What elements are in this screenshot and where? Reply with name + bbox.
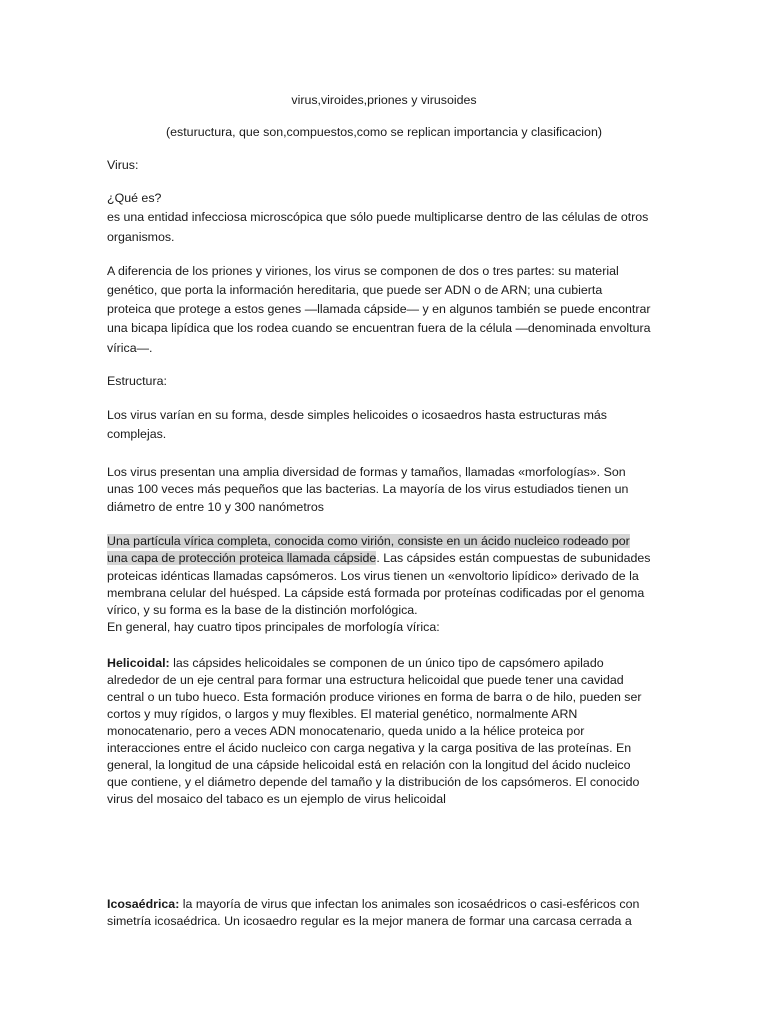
helicoidal-line: interacciones entre el ácido nucleico con carga negativa y la carga positiva de las proteínas. En bbox=[107, 741, 632, 755]
estructura-heading: Estructura: bbox=[107, 374, 167, 388]
helicoidal-line: que contiene, y el diámetro depende del tamaño y la distribución de los capsómeros. El conocido bbox=[107, 775, 640, 789]
definition-line: organismos. bbox=[107, 230, 175, 244]
helicoidal-label: Helicoidal: bbox=[107, 656, 170, 670]
helicoidal-line bbox=[107, 655, 604, 672]
helicoidal-line: virus del mosaico del tabaco es un ejemplo de virus helicoidal bbox=[107, 792, 446, 806]
morfologia-line: unas 100 veces más pequeños que las bacterias. La mayoría de los virus estudiados tienen un bbox=[107, 482, 629, 496]
virion-line: vírico, y su forma es la base de la distinción morfológica. bbox=[107, 603, 418, 617]
document-title: virus,viroides,priones y virusoides bbox=[291, 93, 477, 107]
virion-line-rest: . Las cápsides están compuestas de subunidades bbox=[376, 551, 651, 565]
partes-line: una bicapa lipídica que los rodea cuando se encuentran fuera de la célula —denominada envoltura bbox=[107, 321, 651, 335]
icosaedrica-line: simetría icosaédrica. Un icosaedro regular es la mejor manera de formar una carcasa cerrada a bbox=[107, 914, 632, 928]
morfologia-line: diámetro de entre 10 y 300 nanómetros bbox=[107, 500, 324, 514]
icosaedrica-line bbox=[107, 896, 639, 913]
highlighted-text: Una partícula vírica completa, conocida como virión, consiste en un ácido nucleico rodeado por bbox=[107, 534, 630, 548]
partes-line: A diferencia de los priones y viriones, los virus se componen de dos o tres partes: su material bbox=[107, 264, 619, 278]
helicoidal-line: cortos y muy rígidos, o largos y muy flexibles. El material genético, normalmente ARN bbox=[107, 707, 578, 721]
definition-line: es una entidad infecciosa microscópica que sólo puede multiplicarse dentro de las células de otros bbox=[107, 210, 649, 224]
icosaedrica-label: Icosaédrica: bbox=[107, 897, 180, 911]
icosaedrica-first-line: la mayoría de virus que infectan los animales son icosaédricos o casi-esféricos con bbox=[179, 897, 640, 911]
tipos-line: En general, hay cuatro tipos principales de morfología vírica: bbox=[107, 620, 440, 634]
helicoidal-line: monocatenario, pero a veces ADN monocatenario, queda unido a la hélice proteica por bbox=[107, 724, 585, 738]
virus-heading: Virus: bbox=[107, 158, 139, 172]
helicoidal-line: general, la longitud de una cápside helicoidal está en relación con la longitud del ácido nucleico bbox=[107, 758, 631, 772]
helicoidal-first-line: las cápsides helicoidales se componen de un único tipo de capsómero apilado bbox=[169, 656, 604, 670]
virion-line: membrana celular del huésped. La cápside está formada por proteínas codificadas por el genoma bbox=[107, 586, 645, 600]
que-es-heading: ¿Qué es? bbox=[107, 191, 162, 205]
forma-line: complejas. bbox=[107, 427, 167, 441]
partes-line: genético, que porta la información hereditaria, que puede ser ADN o de ARN; una cubierta bbox=[107, 283, 603, 297]
helicoidal-line: alrededor de un eje central para formar una estructura helicoidal que puede tener una cavidad bbox=[107, 673, 624, 687]
virion-line bbox=[107, 533, 630, 550]
highlighted-text: una capa de protección proteica llamada cápside bbox=[107, 551, 377, 565]
forma-line: Los virus varían en su forma, desde simples helicoides o icosaedros hasta estructuras más bbox=[107, 408, 607, 422]
virion-line bbox=[107, 550, 650, 567]
morfologia-line: Los virus presentan una amplia diversidad de formas y tamaños, llamadas «morfologías». Son bbox=[107, 465, 626, 479]
helicoidal-line: central o un tubo hueco. Esta formación produce viriones en forma de barra o de hilo, pueden ser bbox=[107, 690, 642, 704]
virion-line: proteicas idénticas llamadas capsómeros. Los virus tienen un «envoltorio lipídico» derivado de la bbox=[107, 569, 639, 583]
partes-line: vírica—. bbox=[107, 341, 153, 355]
document-subtitle: (estuructura, que son,compuestos,como se replican importancia y clasificacion) bbox=[166, 125, 602, 139]
partes-line: proteica que protege a estos genes —llamada cápside— y en algunos también se puede encontrar bbox=[107, 302, 651, 316]
